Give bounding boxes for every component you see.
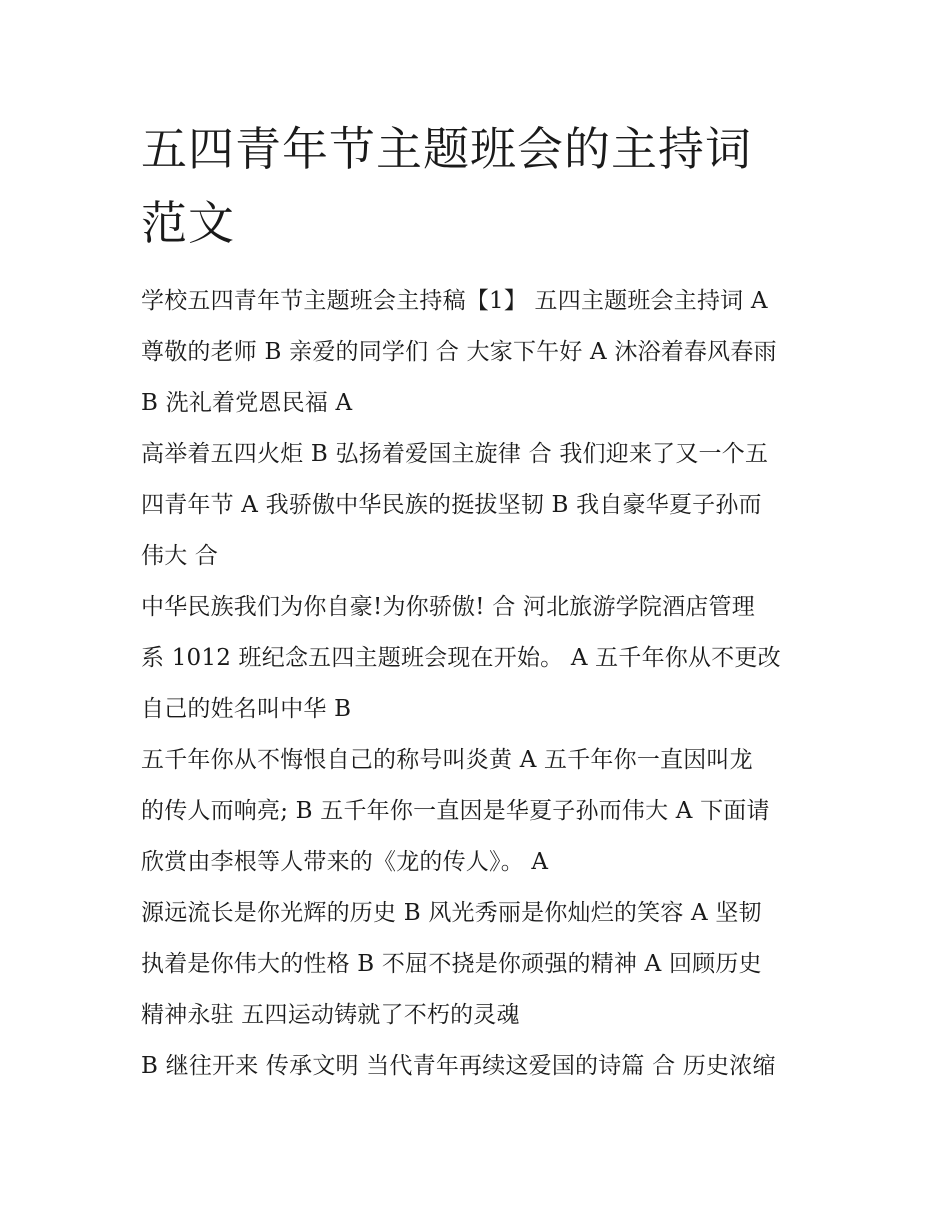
body-line: 高举着五四火炬 B 弘扬着爱国主旋律 合 我们迎来了又一个五 — [141, 441, 769, 467]
body-line: B 洗礼着党恩民福 A — [141, 390, 353, 416]
document-title — [141, 112, 821, 260]
body-line: 的传人而响亮; B 五千年你一直因是华夏子孙而伟大 A 下面请 — [141, 798, 770, 824]
body-line: 执着是你伟大的性格 B 不屈不挠是你顽强的精神 A 回顾历史 — [141, 951, 762, 977]
body-line: 中华民族我们为你自豪!为你骄傲! 合 河北旅游学院酒店管理 — [141, 594, 755, 620]
document-body — [141, 276, 821, 1092]
body-line: 系 1012 班纪念五四主题班会现在开始。 A 五千年你从不更改 — [141, 645, 781, 671]
body-line: B 继往开来 传承文明 当代青年再续这爱国的诗篇 合 历史浓缩 — [141, 1053, 776, 1079]
body-line: 精神永驻 五四运动铸就了不朽的灵魂 — [141, 1002, 520, 1028]
body-line: 源远流长是你光辉的历史 B 风光秀丽是你灿烂的笑容 A 坚韧 — [141, 900, 762, 926]
body-line: 伟大 合 — [141, 543, 219, 569]
body-line: 自己的姓名叫中华 B — [141, 696, 352, 722]
body-line: 欣赏由李根等人带来的《龙的传人》。 A — [141, 849, 549, 875]
body-line: 学校五四青年节主题班会主持稿【1】 五四主题班会主持词 A — [141, 288, 768, 314]
body-line: 尊敬的老师 B 亲爱的同学们 合 大家下午好 A 沐浴着春风春雨 — [141, 339, 777, 365]
body-line: 四青年节 A 我骄傲中华民族的挺拔坚韧 B 我自豪华夏子孙而 — [141, 492, 762, 518]
body-line: 五千年你从不悔恨自己的称号叫炎黄 A 五千年你一直因叫龙 — [141, 747, 753, 773]
title-line: 范文 — [141, 196, 235, 250]
title-line: 五四青年节主题班会的主持词 — [141, 122, 752, 176]
